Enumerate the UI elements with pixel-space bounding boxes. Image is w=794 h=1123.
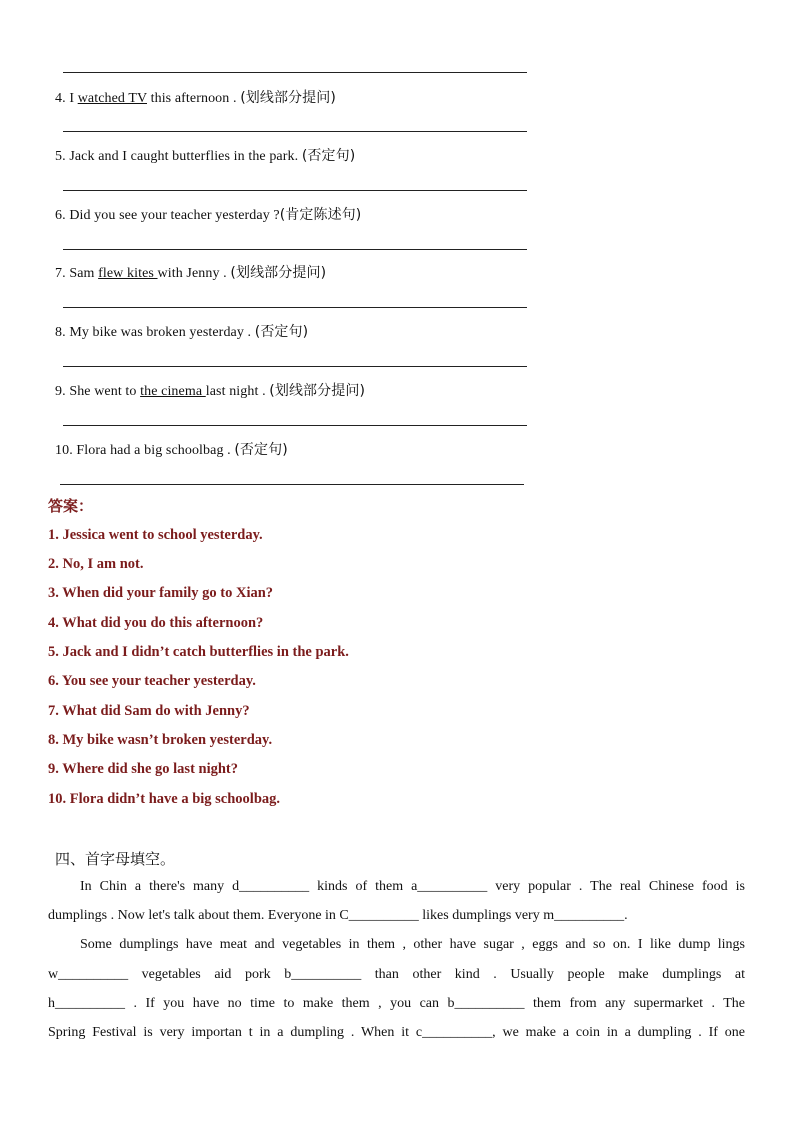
question-item bbox=[55, 321, 308, 341]
question-number: 4. bbox=[55, 91, 66, 106]
question-text: I bbox=[69, 91, 78, 106]
answer-item: 6. You see your teacher yesterday. bbox=[48, 673, 256, 689]
question-text-rest: with Jenny . bbox=[157, 266, 227, 281]
instruction-note: (否定句) bbox=[234, 442, 288, 458]
question-number: 10. bbox=[55, 443, 73, 458]
question-item bbox=[55, 87, 336, 107]
instruction-note: (划线部分提问) bbox=[240, 90, 336, 106]
answer-item: 2. No, I am not. bbox=[48, 556, 144, 572]
question-text: Did you see your teacher yesterday ? bbox=[69, 208, 280, 223]
underlined-phrase: watched TV bbox=[77, 91, 147, 106]
answer-line[interactable] bbox=[63, 307, 527, 308]
passage-line: dumplings . Now let's talk about them. Everyone in C__________ likes dumplings very m__________. bbox=[48, 908, 628, 923]
answer-line[interactable] bbox=[63, 366, 527, 367]
answer-item: 9. Where did she go last night? bbox=[48, 761, 239, 777]
answer-item: 1. Jessica went to school yesterday. bbox=[48, 527, 263, 543]
question-text: Flora had a big schoolbag . bbox=[76, 443, 231, 458]
section-heading: 四、首字母填空。 bbox=[55, 850, 176, 868]
underlined-phrase: flew kites bbox=[98, 266, 158, 281]
question-text-rest: this afternoon . bbox=[147, 91, 237, 106]
question-number: 8. bbox=[55, 325, 66, 340]
instruction-note: (划线部分提问) bbox=[230, 265, 327, 281]
instruction-note: (肯定陈述句) bbox=[279, 207, 362, 223]
underlined-phrase: the cinema bbox=[140, 384, 206, 399]
answer-line[interactable] bbox=[63, 249, 527, 250]
question-text-rest: last night . bbox=[205, 384, 266, 399]
question-number: 9. bbox=[55, 384, 66, 399]
passage-line: h__________ . If you have no time to make them , you can b__________ them from any supermarket . The bbox=[48, 996, 745, 1011]
question-item bbox=[55, 204, 361, 224]
question-text: My bike was broken yesterday . bbox=[69, 325, 252, 340]
passage-line: Some dumplings have meat and vegetables in them , other have sugar , eggs and so on. I like dump lings bbox=[80, 937, 745, 952]
instruction-note: (否定句) bbox=[254, 324, 309, 340]
answer-item: 5. Jack and I didn’t catch butterflies in the park. bbox=[48, 644, 349, 660]
answer-line[interactable] bbox=[60, 484, 524, 485]
question-item bbox=[55, 262, 326, 282]
question-item bbox=[55, 380, 365, 400]
answer-line[interactable] bbox=[63, 131, 527, 132]
instruction-note: (否定句) bbox=[301, 148, 356, 164]
answer-item: 7. What did Sam do with Jenny? bbox=[48, 703, 250, 719]
answer-item: 4. What did you do this afternoon? bbox=[48, 615, 264, 631]
question-item bbox=[55, 439, 288, 459]
answers-heading: 答案： bbox=[48, 497, 94, 515]
question-text: Jack and I caught butterflies in the park. bbox=[69, 149, 299, 164]
question-number: 7. bbox=[55, 266, 66, 281]
passage-line: In Chin a there's many d__________ kinds of them a__________ very popular . The real Chinese food is bbox=[80, 879, 745, 894]
answer-item: 10. Flora didn’t have a big schoolbag. bbox=[48, 791, 281, 807]
question-number: 5. bbox=[55, 149, 66, 164]
passage-line: Spring Festival is very importan t in a dumpling . When it c__________, we make a coin in a dumpling . If one bbox=[48, 1025, 745, 1040]
answer-line[interactable] bbox=[63, 72, 527, 73]
answer-item: 3. When did your family go to Xian? bbox=[48, 585, 274, 601]
instruction-note: (划线部分提问) bbox=[269, 383, 366, 399]
answer-line[interactable] bbox=[63, 425, 527, 426]
question-text: Sam bbox=[69, 266, 99, 281]
passage-line: w__________ vegetables aid pork b__________ than other kind . Usually people make dumplings at bbox=[48, 967, 745, 982]
answer-item: 8. My bike wasn’t broken yesterday. bbox=[48, 732, 273, 748]
question-number: 6. bbox=[55, 208, 66, 223]
answer-line[interactable] bbox=[63, 190, 527, 191]
question-text: She went to bbox=[69, 384, 141, 399]
question-item bbox=[55, 145, 355, 165]
